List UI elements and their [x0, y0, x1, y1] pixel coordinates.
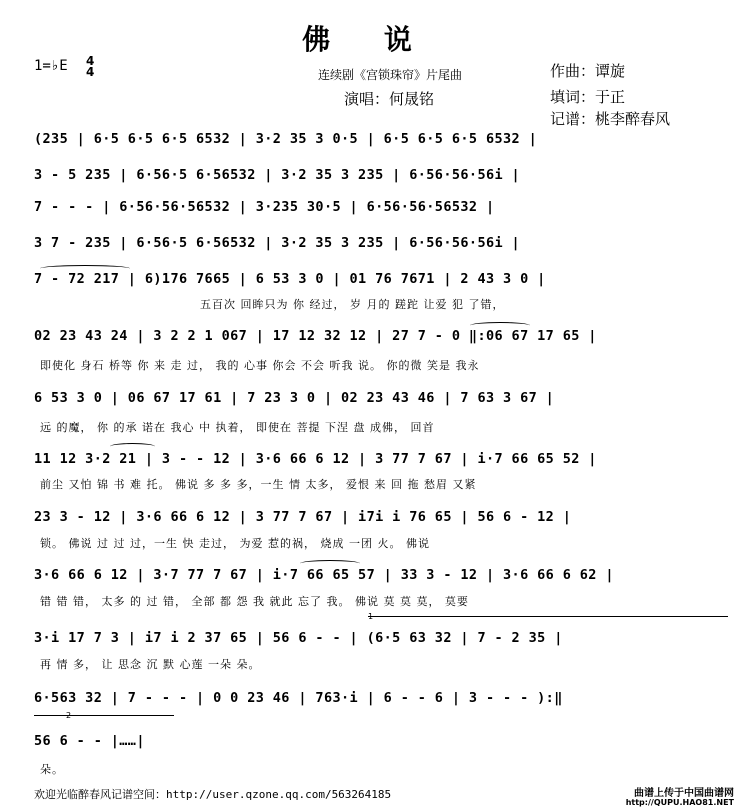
lyric-line: 即使化 身石 桥等 你 来 走 过， 我的 心事 你会 不会 听我 说。 你的微 笑是 我永: [40, 359, 480, 372]
lyric-line: 前尘 又怕 锦 书 难 托。 佛说 多 多 多，一生 情 太多， 爱恨 来 回 拖 愁眉 又紧: [40, 478, 477, 491]
lyric-line: 锁。 佛说 过 过 过，一生 快 走过， 为爱 惹的祸， 烧成 一团 火。 佛说: [40, 537, 430, 550]
slur-mark: [300, 560, 360, 567]
volta-2-line: [34, 715, 174, 716]
time-signature: [86, 56, 94, 78]
slur-mark: [470, 322, 530, 329]
score-row: 3 - 5 235 | 6·56·5 6·56532 | 3·2 35 3 235 | 6·56·56·56i |: [34, 167, 521, 183]
subtitle: 连续剧《宫锁珠帘》片尾曲: [318, 68, 463, 82]
score-row: 7 - 72 217 | 6)176 7665 | 6 53 3 0 | 01 76 7671 | 2 43 3 0 |: [34, 271, 546, 287]
lyricist-credit: 填词：于正: [550, 88, 626, 106]
score-row: 3 7 - 235 | 6·56·5 6·56532 | 3·2 35 3 235 | 6·56·56·56i |: [34, 235, 521, 251]
lyric-line: 朵。: [40, 763, 64, 776]
score-row: (235 | 6·5 6·5 6·5 6532 | 3·2 35 3 0·5 | 6·5 6·5 6·5 6532 |: [34, 131, 538, 147]
song-title: 佛 说: [302, 23, 434, 56]
lyric-line: 五百次 回眸只为 你 经过， 岁 月的 蹉跎 让爱 犯 了错，: [200, 298, 505, 311]
lyric-line: 错 错 错， 太多 的 过 错， 全部 都 怨 我 就此 忘了 我。 佛说 莫 莫 莫， 莫要: [40, 595, 469, 608]
score-row: 56 6 - - |……|: [34, 733, 145, 749]
score-row: 23 3 - 12 | 3·6 66 6 12 | 3 77 7 67 | i7i i 76 65 | 56 6 - 12 |: [34, 509, 572, 525]
volta-1-line: [368, 616, 728, 617]
lyric-line: 远 的魔， 你 的承 诺在 我心 中 执着， 即使在 菩提 下涅 盘 成佛， 回首: [40, 421, 435, 434]
footer-site-url: http://QUPU.HAO81.NET: [625, 798, 734, 807]
footer-welcome: 欢迎光临醉春风记谱空间：http://user.qzone.qq.com/563264185: [34, 788, 392, 801]
score-row: 11 12 3·2 21 | 3 - - 12 | 3·6 66 6 12 | 3 77 7 67 | i·7 66 65 52 |: [34, 451, 597, 467]
score-row: 3·6 66 6 12 | 3·7 77 7 67 | i·7 66 65 57 | 33 3 - 12 | 3·6 66 6 62 |: [34, 567, 614, 583]
footer-site-name: 曲谱上传于中国曲谱网: [634, 788, 734, 799]
slur-mark: [40, 265, 130, 272]
score-row: 7 - - - | 6·56·56·56532 | 3·235 30·5 | 6·56·56·56532 |: [34, 199, 495, 215]
meter-bottom: 4: [86, 65, 95, 79]
meter-top: 4: [86, 54, 95, 68]
score-row: 6 53 3 0 | 06 67 17 61 | 7 23 3 0 | 02 23 43 46 | 7 63 3 67 |: [34, 390, 555, 406]
transcriber-credit: 记谱：桃李醉春风: [550, 110, 671, 128]
lyric-line: 再 情 多， 让 思念 沉 默 心莲 一朵 朵。: [40, 658, 261, 671]
slur-mark: [110, 443, 155, 450]
composer-credit: 作曲：谭旋: [550, 62, 626, 80]
score-row: 3·i 17 7 3 | i7 i 2 37 65 | 56 6 - - | (6·5 63 32 | 7 - 2 35 |: [34, 630, 563, 646]
key-signature: 1=♭E: [34, 58, 68, 74]
score-row: 6·563 32 | 7 - - - | 0 0 23 46 | 763·i | 6 - - 6 | 3 - - - ):‖: [34, 690, 563, 706]
singer-credit: 演唱：何晟铭: [344, 90, 435, 108]
score-row: 02 23 43 24 | 3 2 2 1 067 | 17 12 32 12 | 27 7 - 0 ‖:06 67 17 65 |: [34, 328, 597, 344]
